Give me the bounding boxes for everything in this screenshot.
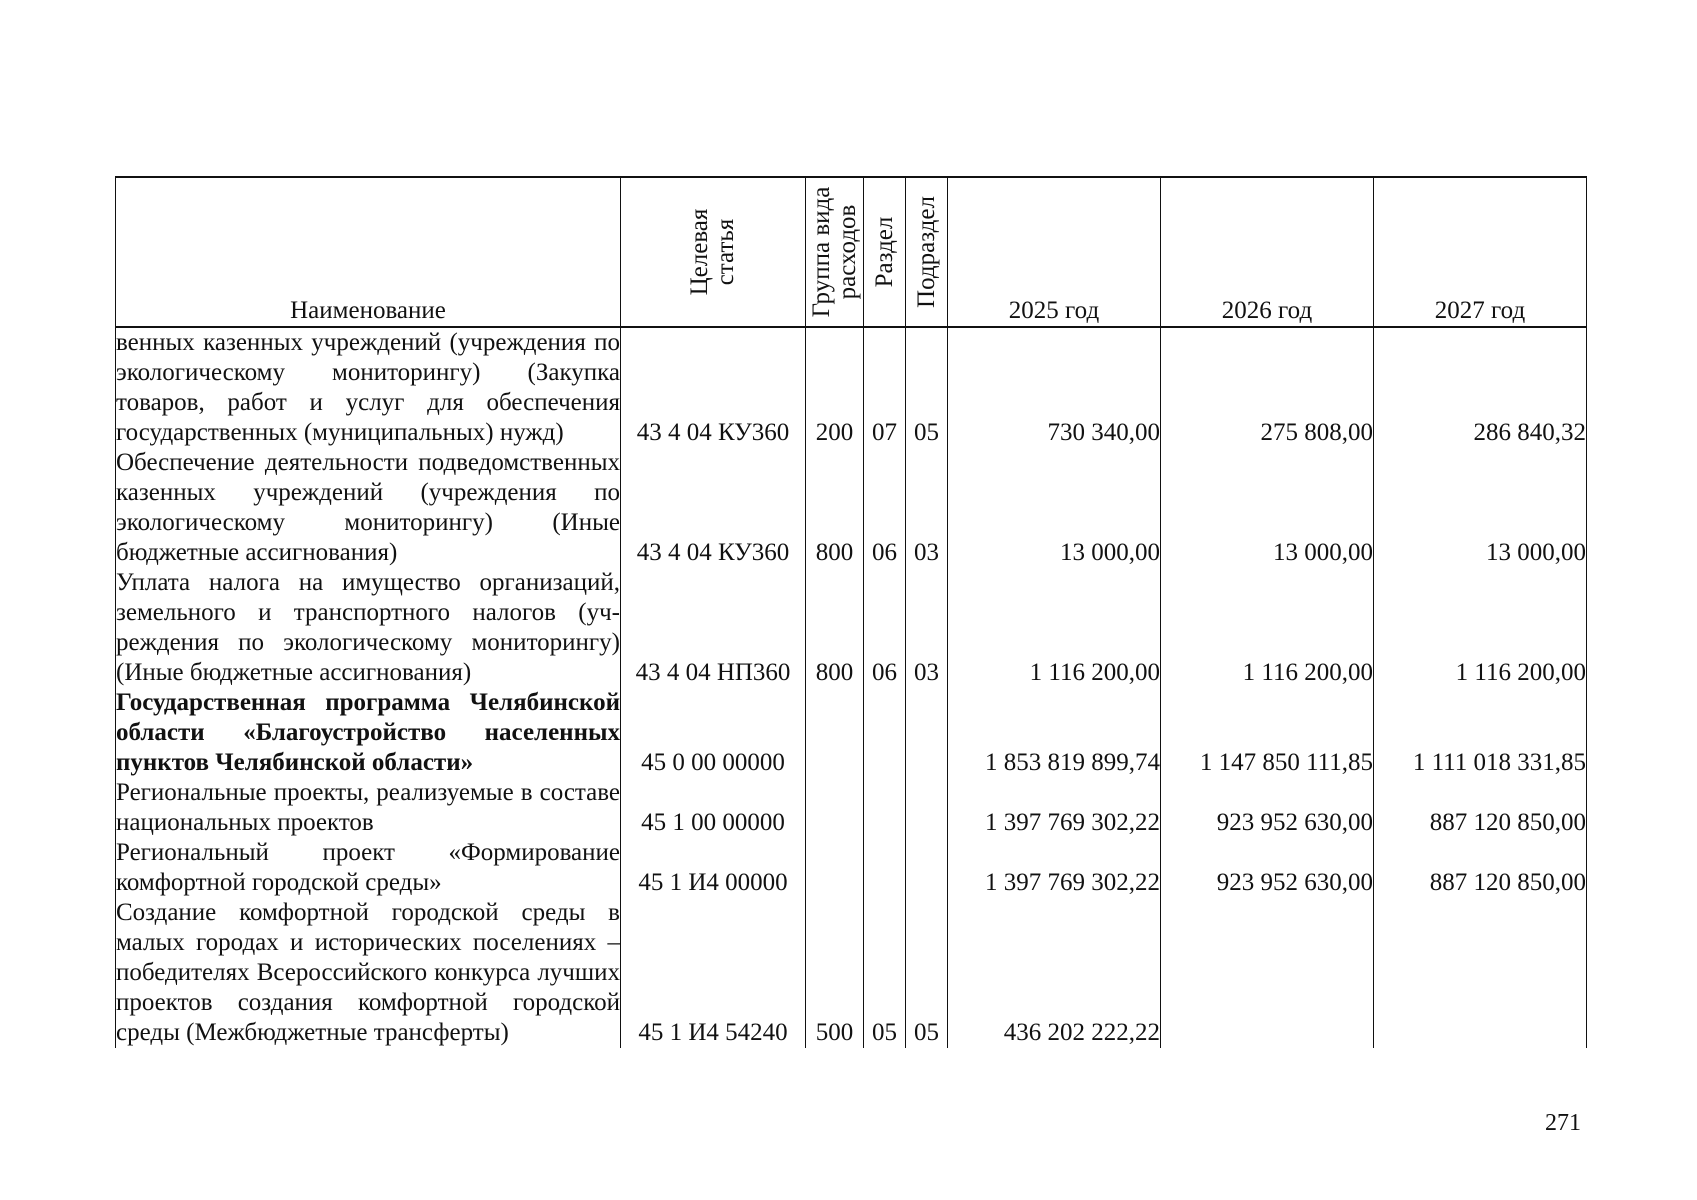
header-2026: 2026 год bbox=[1161, 177, 1374, 327]
row-2027: 887 120 850,00 bbox=[1374, 838, 1587, 898]
row-name: Региональные проекты, реализуемые в составе национальных проектов bbox=[116, 779, 620, 836]
row-name: Уплата налога на имущество организаций, земельного и транспортного налогов (учреждения по экологическому мониторингу) (Иные бюджетные ассигнования) bbox=[116, 569, 620, 686]
row-2025: 1 853 819 899,74 bbox=[948, 688, 1161, 778]
row-name: венных казенных учреждений (учреждения по экологическому мониторингу) (Закупка товаров, работ и услуг для обеспечения государственных (муниципальных) нужд) bbox=[116, 329, 620, 446]
table-row bbox=[116, 688, 1587, 778]
row-subsection bbox=[906, 688, 948, 778]
row-2026 bbox=[1161, 898, 1374, 1048]
row-2026: 13 000,00 bbox=[1161, 448, 1374, 568]
header-target-article bbox=[621, 177, 806, 327]
row-subsection: 05 bbox=[906, 898, 948, 1048]
row-name: Создание комфортной городской среды в малых городах и исторических поселениях – победителях Всероссийского конкурса лучших проектов создания комфортной городской среды (Межбюджетные трансферты) bbox=[116, 899, 620, 1046]
row-2027: 286 840,32 bbox=[1374, 327, 1587, 448]
header-row bbox=[116, 177, 1587, 327]
row-code: 45 1 И4 00000 bbox=[621, 838, 806, 898]
row-2026: 275 808,00 bbox=[1161, 327, 1374, 448]
header-subsection bbox=[906, 177, 948, 327]
row-2026: 923 952 630,00 bbox=[1161, 838, 1374, 898]
row-group: 800 bbox=[806, 448, 864, 568]
row-2027: 13 000,00 bbox=[1374, 448, 1587, 568]
row-2025: 436 202 222,22 bbox=[948, 898, 1161, 1048]
row-2027: 1 111 018 331,85 bbox=[1374, 688, 1587, 778]
row-2025: 730 340,00 bbox=[948, 327, 1161, 448]
header-section-text: Раздел bbox=[870, 216, 898, 288]
header-subsection-text: Подраздел bbox=[912, 196, 940, 308]
row-subsection: 05 bbox=[906, 327, 948, 448]
row-2025: 13 000,00 bbox=[948, 448, 1161, 568]
row-group: 500 bbox=[806, 898, 864, 1048]
header-target-article-text: Целевая статья bbox=[686, 208, 739, 296]
row-group bbox=[806, 838, 864, 898]
row-subsection: 03 bbox=[906, 448, 948, 568]
row-name: Государственная программа Челябинской области «Благоустройство населенных пунктов Челябинской области» bbox=[116, 689, 620, 776]
table-row bbox=[116, 327, 1587, 448]
row-section: 06 bbox=[864, 448, 906, 568]
row-2025: 1 116 200,00 bbox=[948, 568, 1161, 688]
budget-table bbox=[115, 176, 1587, 1048]
row-code: 43 4 04 КУ360 bbox=[621, 448, 806, 568]
header-2027: 2027 год bbox=[1374, 177, 1587, 327]
row-code: 45 1 И4 54240 bbox=[621, 898, 806, 1048]
row-section: 07 bbox=[864, 327, 906, 448]
row-2025: 1 397 769 302,22 bbox=[948, 778, 1161, 838]
row-group: 200 bbox=[806, 327, 864, 448]
row-group bbox=[806, 778, 864, 838]
table-row bbox=[116, 448, 1587, 568]
table-row bbox=[116, 778, 1587, 838]
row-section: 06 bbox=[864, 568, 906, 688]
row-code: 45 1 00 00000 bbox=[621, 778, 806, 838]
table-row bbox=[116, 838, 1587, 898]
row-subsection bbox=[906, 778, 948, 838]
table-row bbox=[116, 568, 1587, 688]
header-name: Наименование bbox=[116, 177, 621, 327]
row-subsection bbox=[906, 838, 948, 898]
row-code: 45 0 00 00000 bbox=[621, 688, 806, 778]
row-2026: 1 116 200,00 bbox=[1161, 568, 1374, 688]
row-code: 43 4 04 НП360 bbox=[621, 568, 806, 688]
page-number: 271 bbox=[1545, 1110, 1581, 1136]
row-2026: 923 952 630,00 bbox=[1161, 778, 1374, 838]
row-name: Обеспечение деятельности подведомственных казенных учреждений (учреждения по экологическому мониторингу) (Иные бюджетные ассигнования) bbox=[116, 449, 620, 566]
row-section bbox=[864, 778, 906, 838]
row-group bbox=[806, 688, 864, 778]
row-group: 800 bbox=[806, 568, 864, 688]
row-2026: 1 147 850 111,85 bbox=[1161, 688, 1374, 778]
row-section: 05 bbox=[864, 898, 906, 1048]
row-section bbox=[864, 688, 906, 778]
row-subsection: 03 bbox=[906, 568, 948, 688]
row-name: Региональный проект «Формирование комфортной городской среды» bbox=[116, 839, 620, 896]
header-expense-group bbox=[806, 177, 864, 327]
table-row bbox=[116, 898, 1587, 1048]
row-2027 bbox=[1374, 898, 1587, 1048]
header-expense-group-text: Группа вида расходов bbox=[807, 186, 861, 318]
row-2027: 887 120 850,00 bbox=[1374, 778, 1587, 838]
row-2027: 1 116 200,00 bbox=[1374, 568, 1587, 688]
row-2025: 1 397 769 302,22 bbox=[948, 838, 1161, 898]
header-section bbox=[864, 177, 906, 327]
row-section bbox=[864, 838, 906, 898]
row-code: 43 4 04 КУ360 bbox=[621, 327, 806, 448]
header-2025: 2025 год bbox=[948, 177, 1161, 327]
